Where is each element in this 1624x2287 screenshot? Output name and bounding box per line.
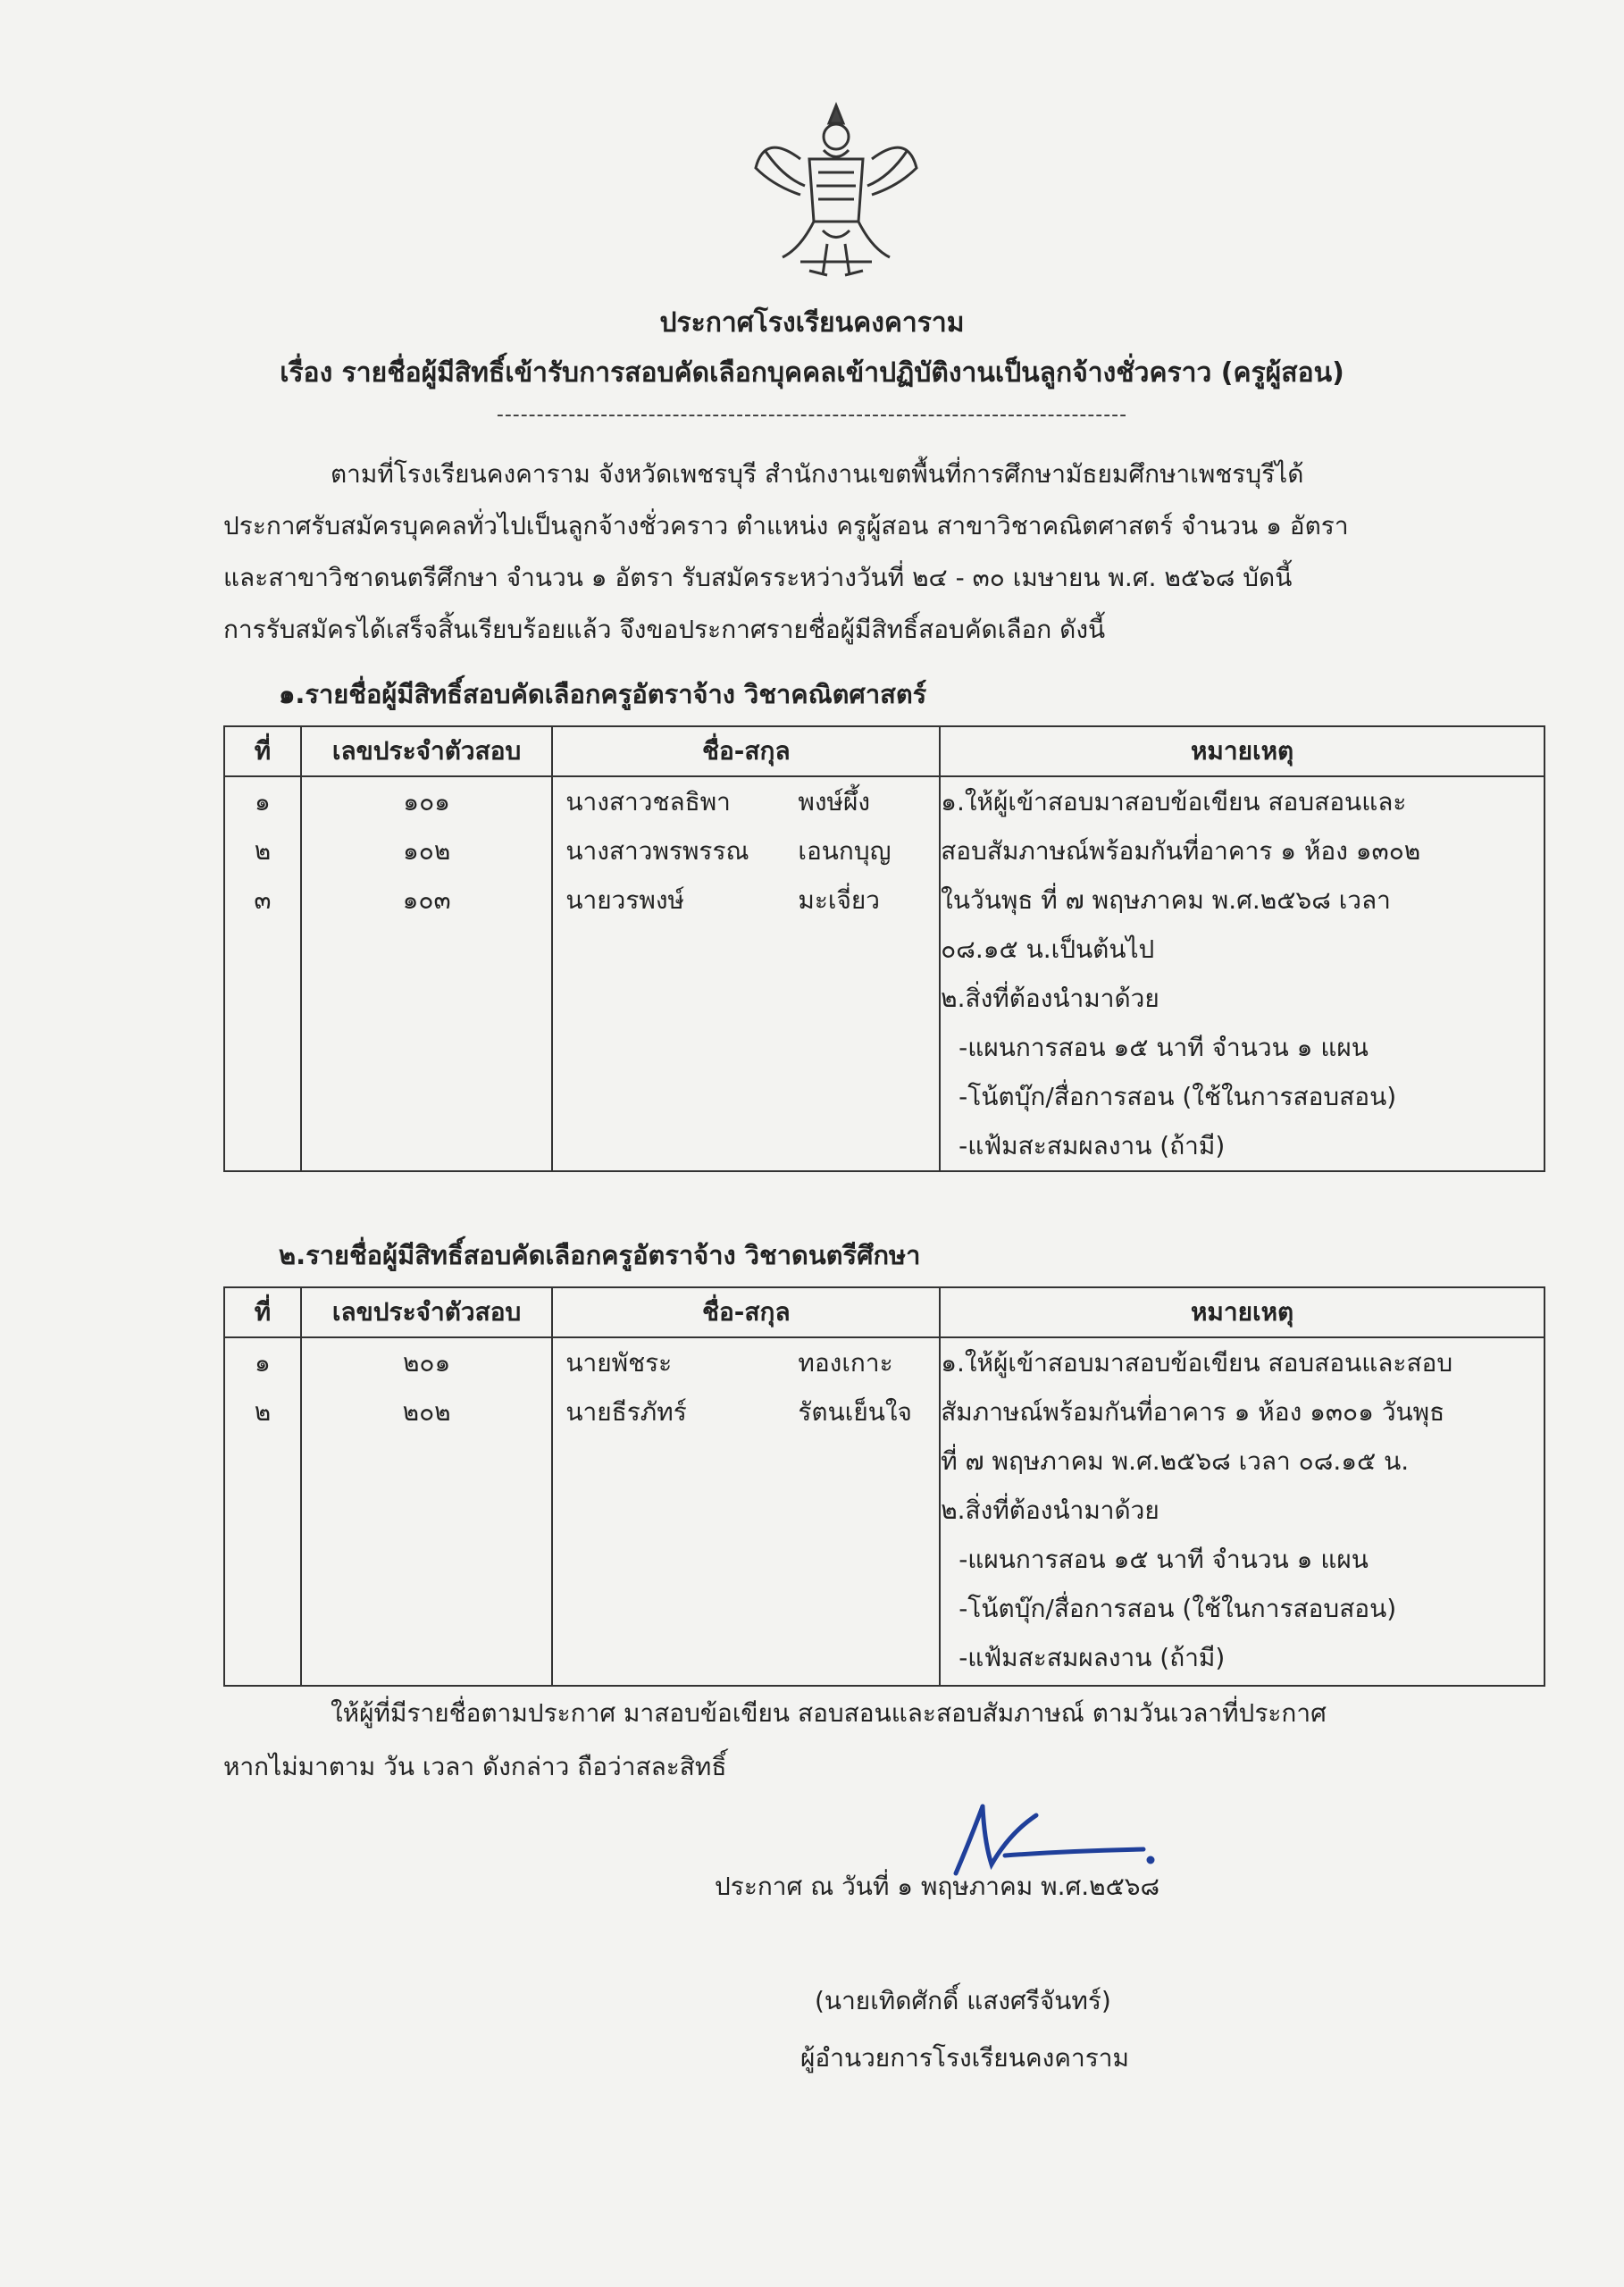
remark-line: ๒.สิ่งที่ต้องนำมาด้วย	[941, 984, 1159, 1013]
candidate-name	[553, 875, 939, 925]
remark-line: -แฟ้มสะสมผลงาน (ถ้ามี)	[958, 1643, 1226, 1672]
last-name: มะเจี่ยว	[798, 885, 880, 915]
candidate-name	[553, 777, 939, 826]
exam-id: ๒๐๒	[402, 1397, 451, 1427]
last-name: เอนกบุญ	[798, 836, 892, 866]
intro-line: การรับสมัครได้เสร็จสิ้นเรียบร้อยแล้ว จึงขอประกาศรายชื่อผู้มีสิทธิ์สอบคัดเลือก ดังนี้	[223, 615, 1106, 644]
remark-line: -แผนการสอน ๑๕ นาที จำนวน ๑ แผน	[958, 1545, 1369, 1574]
column-header-no: ที่	[224, 1287, 301, 1337]
section-heading-math: ๑.รายชื่อผู้มีสิทธิ์สอบคัดเลือกครูอัตราจ้าง วิชาคณิตศาสตร์	[279, 679, 927, 709]
remark-line: สอบสัมภาษณ์พร้อมกันที่อาคาร ๑ ห้อง ๑๓๐๒	[941, 836, 1421, 866]
last-name: ทองเกาะ	[798, 1348, 893, 1378]
candidate-name	[553, 1387, 939, 1437]
remark-line: -โน้ตบุ๊ก/สื่อการสอน (ใช้ในการสอบสอน)	[958, 1594, 1397, 1623]
row-number: ๒	[254, 1397, 272, 1427]
column-header-exam-id: เลขประจำตัวสอบ	[301, 1287, 553, 1337]
signatory-position: ผู้อำนวยการโรงเรียนคงคาราม	[800, 2043, 1129, 2073]
row-number: ๑	[255, 1348, 271, 1378]
announcement-date: ประกาศ ณ วันที่ ๑ พฤษภาคม พ.ศ.๒๕๖๘	[715, 1872, 1160, 1901]
intro-line: ประกาศรับสมัครบุคคลทั่วไปเป็นลูกจ้างชั่วคราว ตำแหน่ง ครูผู้สอน สาขาวิชาคณิตศาสตร์ จำนวน ๑ อัตรา	[223, 511, 1349, 540]
last-name: พงษ์ผึ้ง	[798, 787, 871, 817]
row-number: ๒	[254, 836, 272, 866]
column-header-remark: หมายเหตุ	[940, 1287, 1544, 1337]
announcement-title: ประกาศโรงเรียนคงคาราม	[659, 307, 965, 339]
name-cell	[552, 776, 940, 1171]
row-number: ๓	[254, 885, 272, 915]
section-heading-music: ๒.รายชื่อผู้มีสิทธิ์สอบคัดเลือกครูอัตราจ้าง วิชาดนตรีศึกษา	[279, 1240, 921, 1270]
no-cell	[224, 776, 301, 1171]
column-header-exam-id: เลขประจำตัวสอบ	[301, 726, 553, 776]
exam-id: ๑๐๒	[402, 836, 451, 866]
exam-id: ๒๐๑	[402, 1348, 451, 1378]
first-name: นางสาวพรพรรณ	[565, 836, 749, 866]
candidate-name	[553, 826, 939, 875]
closing-paragraph	[223, 1687, 1465, 1794]
no-cell	[224, 1337, 301, 1686]
remark-line: ๑.ให้ผู้เข้าสอบมาสอบข้อเขียน สอบสอนและสอบ	[941, 1348, 1453, 1378]
garuda-emblem-icon	[747, 96, 925, 284]
closing-line: ให้ผู้ที่มีรายชื่อตามประกาศ มาสอบข้อเขียน สอบสอนและสอบสัมภาษณ์ ตามวันเวลาที่ประกาศ	[331, 1698, 1327, 1728]
remark-line: สัมภาษณ์พร้อมกันที่อาคาร ๑ ห้อง ๑๓๐๑ วันพุธ	[941, 1397, 1445, 1427]
first-name: นายธีรภัทร์	[565, 1397, 687, 1427]
candidate-name	[553, 1338, 939, 1387]
intro-line: และสาขาวิชาดนตรีศึกษา จำนวน ๑ อัตรา รับสมัครระหว่างวันที่ ๒๔ - ๓๐ เมษายน พ.ศ. ๒๕๖๘ บัดนี้	[223, 563, 1293, 592]
column-header-name: ชื่อ-สกุล	[552, 726, 940, 776]
handwritten-signature-icon	[929, 1789, 1161, 1887]
remark-line: ๑.ให้ผู้เข้าสอบมาสอบข้อเขียน สอบสอนและ	[941, 787, 1407, 817]
candidate-table-math	[223, 725, 1545, 1172]
remark-cell	[940, 776, 1544, 1171]
column-header-name: ชื่อ-สกุล	[552, 1287, 940, 1337]
remark-line: ที่ ๗ พฤษภาคม พ.ศ.๒๕๖๘ เวลา ๐๘.๑๕ น.	[941, 1446, 1410, 1476]
column-header-remark: หมายเหตุ	[940, 726, 1544, 776]
first-name: นายวรพงษ์	[565, 885, 685, 915]
exam-id-cell	[301, 776, 553, 1171]
remark-line: ๐๘.๑๕ น.เป็นต้นไป	[941, 934, 1155, 964]
intro-paragraph	[223, 448, 1465, 656]
row-number: ๑	[255, 787, 271, 817]
remark-line: ๒.สิ่งที่ต้องนำมาด้วย	[941, 1495, 1159, 1525]
first-name: นายพัชระ	[565, 1348, 673, 1378]
first-name: นางสาวชลธิพา	[565, 787, 731, 817]
intro-line: ตามที่โรงเรียนคงคาราม จังหวัดเพชรบุรี สำนักงานเขตพื้นที่การศึกษามัธยมศึกษาเพชรบุรีได้	[331, 459, 1304, 489]
remark-cell	[940, 1337, 1544, 1686]
remark-line: -แฟ้มสะสมผลงาน (ถ้ามี)	[958, 1131, 1226, 1160]
exam-id: ๑๐๑	[403, 787, 450, 817]
last-name: รัตนเย็นใจ	[798, 1397, 912, 1427]
exam-id-cell	[301, 1337, 553, 1686]
name-cell	[552, 1337, 940, 1686]
exam-id: ๑๐๓	[402, 885, 451, 915]
remark-line: -โน้ตบุ๊ก/สื่อการสอน (ใช้ในการสอบสอน)	[958, 1082, 1397, 1111]
remark-line: -แผนการสอน ๑๕ นาที จำนวน ๑ แผน	[958, 1033, 1369, 1062]
announcement-subject: เรื่อง รายชื่อผู้มีสิทธิ์เข้ารับการสอบคัดเลือกบุคคลเข้าปฏิบัติงานเป็นลูกจ้างชั่วคราว (ครูผู้สอน)	[280, 357, 1344, 389]
signatory-name: (นายเทิดศักดิ์ แสงศรีจันทร์)	[815, 1986, 1111, 2015]
candidate-table-music	[223, 1286, 1545, 1687]
column-header-no: ที่	[224, 726, 301, 776]
divider-line: -------------------------------------------------------------------------------	[496, 404, 1128, 426]
closing-line: หากไม่มาตาม วัน เวลา ดังกล่าว ถือว่าสละสิทธิ์	[223, 1752, 727, 1781]
remark-line: ในวันพุธ ที่ ๗ พฤษภาคม พ.ศ.๒๕๖๘ เวลา	[941, 885, 1391, 915]
